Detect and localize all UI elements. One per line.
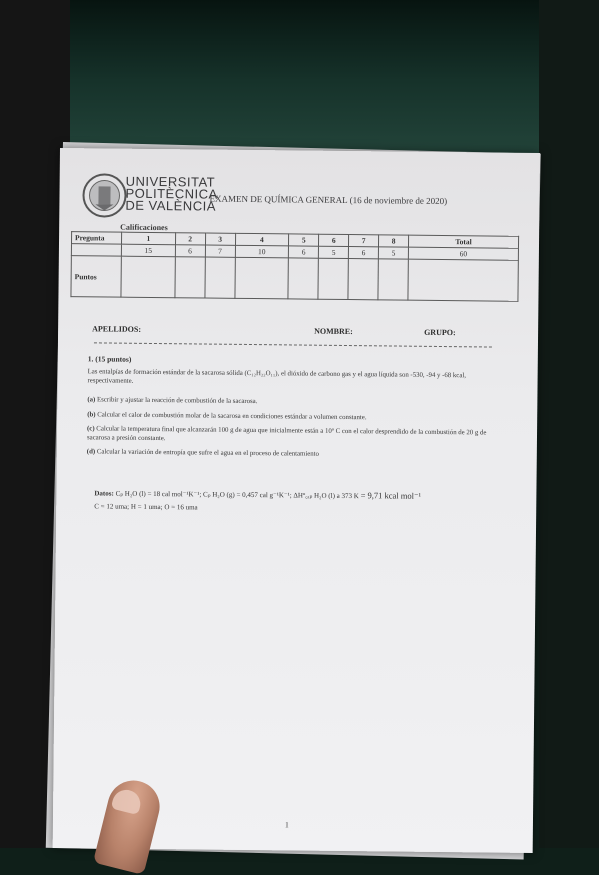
question-item: (b) Calcular el calor de combustión molar de la sacarosa en condiciones estándar a volumen constante. — [87, 410, 367, 421]
col-header: 3 — [205, 233, 235, 245]
puntos-row — [71, 256, 518, 302]
question-item: (a) Escribir y ajustar la reacción de combustión de la sacarosa. — [87, 396, 258, 406]
max-points-cell: 7 — [205, 245, 235, 257]
max-points-cell: 5 — [378, 247, 408, 259]
university-name: UNIVERSITAT POLITÈCNICA DE VALÈNCIA — [125, 173, 218, 214]
score-cell[interactable] — [318, 258, 348, 299]
university-seal-icon — [81, 172, 127, 218]
calificaciones-label: Calificaciones — [120, 222, 168, 233]
question-items — [87, 396, 498, 467]
score-cell[interactable] — [175, 257, 205, 298]
col-header-total: Total — [409, 235, 519, 248]
col-header: 2 — [175, 233, 205, 245]
grupo-label[interactable]: GRUPO: — [424, 327, 456, 338]
score-cell[interactable] — [288, 258, 318, 299]
col-header: 6 — [319, 234, 349, 246]
vaporization-value: = 9,71 kcal mol⁻¹ — [360, 490, 422, 501]
col-header: 5 — [289, 234, 319, 246]
data-line-2: C = 12 uma; H = 1 uma; O = 16 uma — [94, 502, 198, 512]
student-fields — [92, 324, 492, 338]
data-line-1: Datos: Cₚ H₂O (l) = 18 cal mol⁻¹K⁻¹; Cₚ H₂O (g) = 0,457 cal g⁻¹K⁻¹; ΔHº꜀ₐₚ H₂O (l) a 373 K = 9,71 kcal mol⁻¹ — [94, 489, 422, 501]
score-cell[interactable] — [378, 259, 408, 300]
question-intro: Las entalpías de formación estándar de la sacarosa sólida (C₁₂H₂₂O₁₁), el dióxido de carbono gas y el agua líquida son -530, -94 y -68 kcal, respectivamente. — [87, 368, 466, 385]
question-title: 1. (15 puntos) — [87, 354, 132, 364]
max-points-cell: 6 — [349, 247, 379, 259]
col-header: 7 — [349, 235, 379, 247]
exam-title: EXAMEN DE QUÍMICA GENERAL (16 de noviembre de 2020) — [209, 193, 448, 207]
background-right — [539, 0, 599, 848]
score-cell[interactable] — [205, 257, 235, 298]
col-header: 4 — [235, 233, 289, 246]
dashed-divider — [94, 342, 492, 347]
score-cell-total[interactable] — [408, 259, 518, 301]
score-cell[interactable] — [348, 259, 378, 300]
exam-sheet — [53, 148, 540, 853]
score-cell[interactable] — [121, 256, 175, 298]
puntos-label: Puntos — [71, 256, 121, 298]
grades-table — [70, 231, 519, 302]
apellidos-label[interactable]: APELLIDOS: — [92, 324, 142, 334]
max-points-cell: 10 — [235, 245, 289, 258]
max-points-total: 60 — [408, 247, 518, 260]
max-points-cell: 6 — [175, 245, 205, 257]
question-item: (c) Calcular la temperatura final que alcanzarán 100 g de agua que inicialmente están a 10º C con el calor desprendido de la combustión de 20 g de sacarosa a presión constante. — [86, 425, 487, 442]
max-points-cell: 5 — [319, 246, 349, 258]
page-number: 1 — [284, 820, 289, 830]
max-points-cell: 15 — [121, 244, 175, 257]
col-header: 8 — [379, 235, 409, 247]
score-cell[interactable] — [235, 257, 289, 299]
col-header: 1 — [121, 232, 175, 245]
max-points-cell: 6 — [289, 246, 319, 258]
pregunta-label: Pregunta — [71, 232, 121, 245]
question-item: (d) Calcular la variación de entropía que sufre el agua en el proceso de calentamiento — [86, 448, 319, 459]
datos-label: Datos: — [94, 489, 114, 498]
nombre-label[interactable]: NOMBRE: — [314, 326, 353, 337]
